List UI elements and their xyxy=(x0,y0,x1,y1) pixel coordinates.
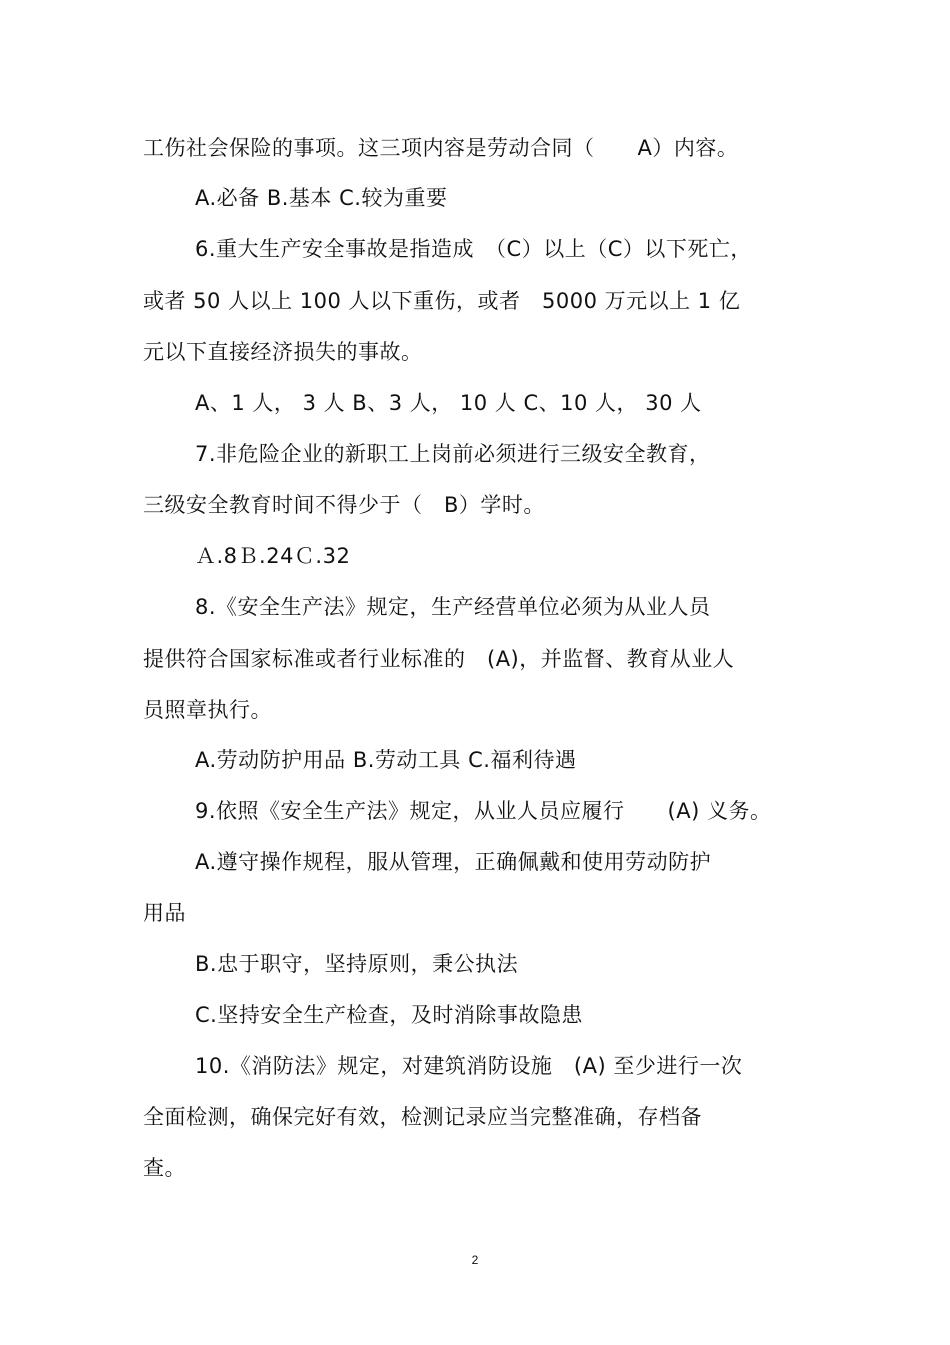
text-line: A.劳动防护用品 B.劳动工具 C.福利待遇 xyxy=(195,748,577,772)
text-line: 7.非危险企业的新职工上岗前必须进行三级安全教育， xyxy=(195,442,711,466)
text-line: 8.《安全生产法》规定，生产经营单位必须为从业人员 xyxy=(195,595,711,619)
text-line: A、1 人， 3 人 B、3 人， 10 人 C、10 人， 30 人 xyxy=(195,391,702,415)
text-line: 全面检测，确保完好有效，检测记录应当完整准确，存档备 xyxy=(143,1105,702,1129)
text-line: B.忠于职守，坚持原则，秉公执法 xyxy=(195,952,519,976)
text-line: 员照章执行。 xyxy=(143,698,272,722)
text-line: Ａ.8Ｂ.24Ｃ.32 xyxy=(195,544,351,568)
page-number: 2 xyxy=(471,1253,479,1267)
text-line: 用品 xyxy=(143,901,186,925)
text-line: A.必备 B.基本 C.较为重要 xyxy=(195,186,448,210)
text-line: 9.依照《安全生产法》规定，从业人员应履行 (A) 义务。 xyxy=(195,799,772,823)
text-line: A.遵守操作规程，服从管理，正确佩戴和使用劳动防护 xyxy=(195,850,712,874)
text-line: 提供符合国家标准或者行业标准的 (A)，并监督、教育从业人 xyxy=(143,647,735,671)
text-line: 工伤社会保险的事项。这三项内容是劳动合同（ A）内容。 xyxy=(143,136,739,160)
text-line: 元以下直接经济损失的事故。 xyxy=(143,340,423,364)
text-line: 三级安全教育时间不得少于（ B）学时。 xyxy=(143,493,545,517)
text-line: 查。 xyxy=(143,1156,186,1180)
text-line: C.坚持安全生产检查，及时消除事故隐患 xyxy=(195,1003,583,1027)
text-line: 或者 50 人以上 100 人以下重伤，或者 5000 万元以上 1 亿 xyxy=(143,289,741,313)
text-line: 10.《消防法》规定，对建筑消防设施 (A) 至少进行一次 xyxy=(195,1054,743,1078)
text-line: 6.重大生产安全事故是指造成 （C）以上（C）以下死亡， xyxy=(195,237,752,261)
